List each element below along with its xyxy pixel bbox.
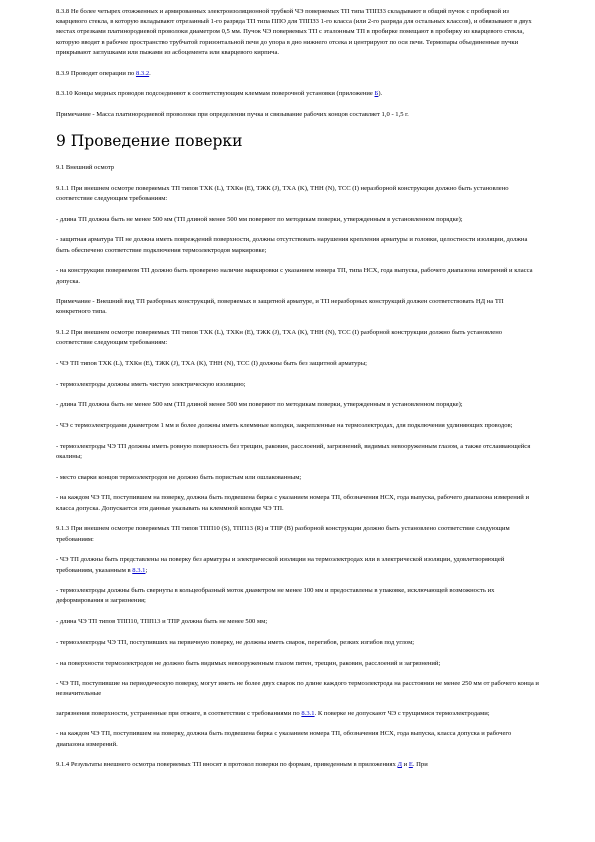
list-item: - место сварки концов термоэлектродов не должно быть пористым или ошлакованным;: [56, 473, 302, 481]
section-heading: 9 Проведение поверки: [56, 131, 243, 150]
link-appendix-b[interactable]: Б: [374, 90, 379, 98]
note-mass: Примечание - Масса платинородиевой проволоки при определении пучка и связывание рабочих концов составляет 1,0 - 1,5 г.: [56, 110, 409, 118]
paragraph-8-3-8: 8.3.8 Не более четырех отожженных и армированных электроизоляционной трубкой ЧЭ поверяемых ТП типа ТППЗ3 складывают в общий пучок с пробиркой из кварцевого стекла, в которую вкладывают отрезанный 1-го разряда ТП типа ППО для ТППЗ3 1-го класса (или 2-го разряда для остальных классов), и обвязывают в двух местах отрезками платинородиевой проволоки диаметром 0,5 мм. Пучок ЧЭ поверяемых ТП с эталонным ТП в пробирке помещают в пробирку из кварцевого стекла, которую вводят в рабочее пространство трубчатой горизонтальной печи до упора в дно нижнего отсека и центрируют по оси печи. Термопары объединенные пучки прикрывают заглушками или пыжами из асбоцемента или кварцевого кирпича.: [56, 8, 532, 56]
list-item: - длина ТП должна быть не менее 500 мм (ТП длиной менее 500 мм поверяют по методикам поверки, утвержденным в установленном порядке);: [56, 401, 463, 409]
list-item: - ЧЭ ТП типов ТХК (L), ТХКн (E), ТЖК (J), ТХА (K), ТНН (N), ТСС (I) должны быть без защитной арматуры;: [56, 360, 367, 368]
text: 9.1.4 Результаты внешнего осмотра поверяемых ТП вносят в протокол поверки по формам, приведенным в приложениях: [56, 761, 398, 769]
text: 8.3.9 Проводят операции по: [56, 69, 136, 77]
paragraph-9-1-2: 9.1.2 При внешнем осмотре поверяемых ТП типов ТХК (L), ТХКн (E), ТЖК (J), ТХА (K), ТНН (N), ТСС (I) разборной конструкции должно быть установлено соответствие следующим требованиям:: [56, 329, 503, 347]
link-8-3-2[interactable]: 8.3.2: [135, 69, 150, 77]
text: ;: [145, 566, 148, 574]
note-appearance: Примечание - Внешний вид ТП разборных конструкций, поверяемых в защитной арматуре, и ТП неразборных конструкций должен соответствовать НД на ТП конкретного типа.: [56, 298, 504, 316]
list-item: - термоэлектроды должны иметь чистую электрическую изоляцию;: [56, 380, 246, 388]
text: 8.3.10 Концы медных проводов подсоединяют к соответствующим клеммам поверочной установки (приложение: [56, 90, 375, 98]
paragraph-9-1-1: 9.1.1 При внешнем осмотре поверяемых ТП типов ТХК (L), ТХКн (E), ТЖК (J), ТХА (K), ТНН (N), ТСС (I) неразборной конструкции должно быть установлено соответствие следующим требованиям:: [56, 184, 509, 203]
paragraph-9-1-3: 9.1.3 При внешнем осмотре поверяемых ТП типов ТПП10 (S), ТПП13 (R) и ТПР (B) разборной конструкции должно быть установлено соответствие следующим требованиям:: [56, 525, 510, 543]
list-item-continued: [56, 709, 539, 719]
list-item: - на каждом ЧЭ ТП, поступившем на поверку, должна быть подвешена бирка с указанием номера ТП, обозначения НСХ, года выпуска, рабочего диапазона измерений и класса допуска. Допускается эти данные указывать на клеммной колодке ЧЭ ТП.: [56, 494, 529, 512]
text: .: [149, 69, 151, 77]
paragraph-8-3-9: [56, 69, 539, 79]
link-appendix-e[interactable]: Е: [408, 761, 413, 769]
text: ).: [378, 90, 383, 98]
list-item: - длина ТП должна быть не менее 500 мм (ТП длиной менее 500 мм поверяют по методикам поверки, утвержденным в установленном порядке);: [56, 215, 463, 223]
text: . При: [412, 761, 428, 769]
list-item: [56, 555, 539, 575]
link-appendix-d[interactable]: Д: [397, 761, 402, 769]
list-item: - защитная арматура ТП не должна иметь повреждений поверхности, должны отсутствовать нарушения крепления арматуры и головки, целостности изоляции, должна быть обеспечено соответствие подключения термоэлектродов маркировке;: [56, 236, 528, 254]
list-item: - на поверхности термоэлектродов не должно быть видимых невооруженным глазом пятен, трещин, раковин, расслоений и загрязнений;: [56, 659, 441, 667]
link-8-3-1[interactable]: 8.3.1: [301, 709, 315, 717]
list-item: - на конструкции поверяемом ТП должно быть проверено наличие маркировки с указанием номера ТП, типа НСХ, года выпуска, рабочего диапазона измерений и класса допуска.: [56, 267, 533, 285]
subsection-heading: 9.1 Внешний осмотр: [56, 163, 115, 171]
text: . К поверке не допускают ЧЭ с трущимися термоэлектродами;: [314, 709, 490, 717]
list-item: - длина ЧЭ ТП типов ТПП10, ТПП13 и ТПР должна быть не менее 500 мм;: [56, 618, 268, 626]
list-item: - термоэлектроды ЧЭ ТП, поступивших на первичную поверку, не должны иметь сварок, перегибов, резких изгибов под углом;: [56, 638, 415, 646]
paragraph-9-1-4: [56, 760, 539, 770]
paragraph-8-3-10: [56, 89, 539, 99]
text: загрязнения поверхности, устраненные при отжиге, в соответствии с требованиями по: [56, 709, 302, 717]
text: и: [401, 761, 409, 769]
text: - ЧЭ ТП должны быть представлены на поверку без арматуры и электрической изоляции на термоэлектродах или в электрической изоляции, удовлетворяющей требованиям, указанным в: [56, 556, 505, 574]
list-item: - ЧЭ ТП, поступившие на периодическую поверку, могут иметь не более двух сварок по длине каждого термоэлектрода на расстоянии не менее 250 мм от рабочего конца и незначительные: [56, 680, 539, 698]
link-8-3-1[interactable]: 8.3.1: [132, 566, 146, 574]
list-item: - термоэлектроды должны быть свернуты в кольцеобразный моток диаметром не менее 100 мм и предоставлены в упаковке, исключающей возможность их деформирования и загрязнения;: [56, 587, 495, 605]
list-item: - термоэлектроды ЧЭ ТП должны иметь ровную поверхность без трещин, раковин, расслоений, загрязнений, видимых невооруженным глазом, а также отслаивающейся окалины;: [56, 442, 531, 461]
list-item: - на каждом ЧЭ ТП, поступившем на поверку, должна быть подвешена бирка с указанием номера ТП, обозначения НСХ, года выпуска, класса допуска и рабочего диапазона измерений.: [56, 730, 512, 748]
list-item: - ЧЭ с термоэлектродами диаметром 1 мм и более должны иметь клеммные колодки, закрепленные на термоэлектродах, для подключения удлиняющих проводов;: [56, 422, 513, 430]
